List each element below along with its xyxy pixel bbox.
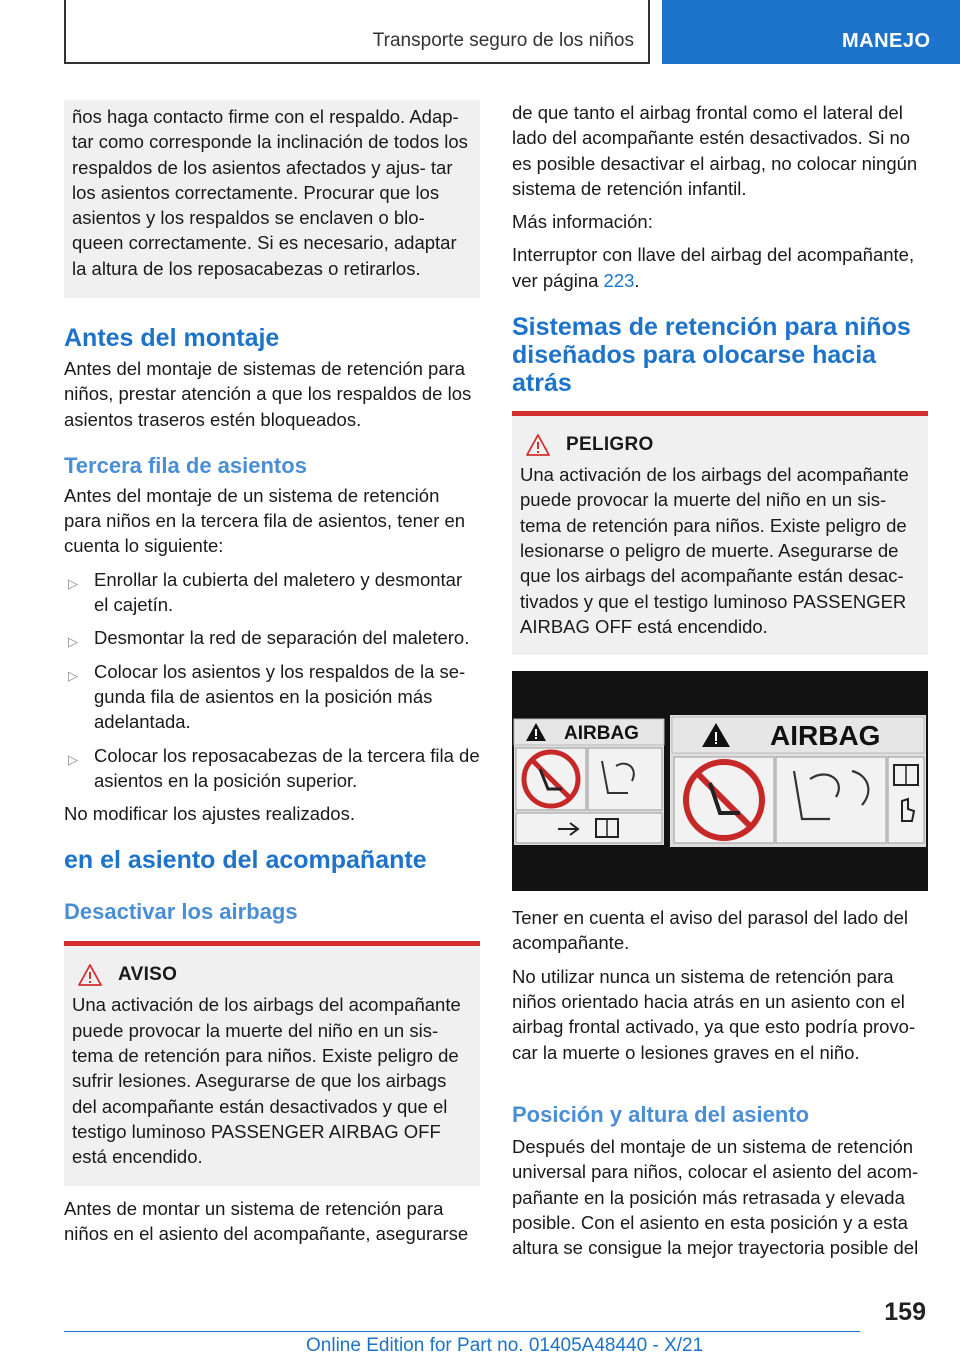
- paragraph-continuation: de que tanto el airbag frontal como el lateral del lado del acompañante estén desactivados. Si no es posible desactivar el airbag, no colocar ningún sistema de retención infantil.: [512, 102, 918, 199]
- paragraph-interruptor: Interruptor con llave del airbag del acompañante, ver página 223.: [512, 244, 915, 291]
- right-column: [512, 100, 928, 1268]
- page-number: 159: [884, 1298, 926, 1326]
- left-column: [64, 100, 480, 1254]
- paragraph-mas-informacion: Más información:: [512, 211, 653, 233]
- airbag-warning-label-photo: [512, 671, 928, 891]
- paragraph-parasol: Tener en cuenta el aviso del parasol del lado del acompañante.: [512, 907, 908, 954]
- bullet-triangle-icon: ▷: [68, 751, 78, 767]
- airbag-label-illustration: [512, 671, 928, 891]
- paragraph-antes-del-montaje: Antes del montaje de sistemas de retención para niños, prestar atención a que los respaldos de los asientos traseros estén bloqueados.: [64, 358, 472, 430]
- aviso-warning-box: [64, 941, 480, 1185]
- airbag-small-label-text: AIRBAG: [564, 723, 639, 745]
- footer-divider: [64, 1331, 860, 1332]
- paragraph-despues-montaje: Después del montaje de un sistema de retención universal para niños, colocar el asiento del acom‐ pañante en la posición más retrasada y elevada posible. Con el asiento en esta posición y a esta altura se consigue la mejor trayectoria posible del: [512, 1135, 919, 1259]
- header-chapter-tab[interactable]: [662, 0, 960, 64]
- heading-sistemas-retencion: Sistemas de retención para niños diseñados para olocarse hacia atrás: [512, 313, 911, 398]
- aviso-text: Una activación de los airbags del acompañante puede provocar la muerte del niño en un sis‐ tema de retención para niños. Existe peligro de sufrir lesiones. Asegurarse de que los airbags del acompañante están desactivados y que el testigo luminoso PASSENGER AIRBAG OFF está encendido.: [72, 994, 461, 1168]
- peligro-text: Una activación de los airbags del acompañante puede provocar la muerte del niño en un sis‐ tema de retención para niños. Existe peligro de lesionarse o peligro de muerte. Asegurarse de que los airbags del acompañante están desac‐ tivados y que el testigo luminoso PASSENGER AIRBAG OFF está encendido.: [520, 464, 909, 637]
- aviso-title: AVISO: [118, 964, 178, 986]
- paragraph-antes-de-montar: Antes de montar un sistema de retención para niños en el asiento del acompañante, asegurarse: [64, 1197, 469, 1244]
- page-reference-link[interactable]: 223: [603, 269, 635, 291]
- paragraph-tercera-fila: Antes del montaje de un sistema de retención para niños en la tercera fila de asientos, tener en cuenta lo siguiente:: [64, 484, 466, 557]
- heading-posicion-altura: Posición y altura del asiento: [512, 1101, 810, 1127]
- header-chapter-label: MANEJO: [842, 30, 931, 52]
- page-header: [0, 0, 960, 64]
- heading-tercera-fila: Tercera fila de asientos: [64, 452, 307, 478]
- warning-triangle-icon: [526, 434, 550, 456]
- intro-note-box: [64, 100, 480, 298]
- bullet-triangle-icon: ▷: [68, 575, 78, 591]
- footer-edition-text: Online Edition for Part no. 01405A48440 - X/21: [306, 1335, 704, 1356]
- heading-antes-del-montaje: Antes del montaje: [64, 324, 280, 352]
- warning-triangle-icon: [78, 964, 102, 986]
- list-item: ▷ Colocar los reposacabezas de la tercera fila de asientos en la posición superior.: [68, 744, 480, 791]
- tercera-fila-list: [64, 567, 480, 793]
- header-section-box: [64, 0, 650, 64]
- heading-desactivar-airbags: Desactivar los airbags: [64, 899, 298, 925]
- bullet-triangle-icon: ▷: [68, 634, 78, 650]
- peligro-warning-box: [512, 411, 928, 655]
- airbag-large-label-text: AIRBAG: [770, 720, 881, 752]
- list-item: ▷ Desmontar la red de separación del maletero.: [64, 625, 480, 650]
- heading-asiento-acompanante: en el asiento del acompañante: [64, 846, 427, 875]
- bullet-triangle-icon: ▷: [68, 667, 78, 683]
- list-item: ▷ Colocar los asientos y los respaldos de la se‐ gunda fila de asientos en la posición más adelantada.: [68, 660, 466, 733]
- paragraph-no-modificar: No modificar los ajustes realizados.: [64, 803, 355, 825]
- intro-note-text: ños haga contacto firme con el respaldo. Adap‐ tar como corresponde la inclinación de todos los respaldos de los asientos afectados y ajus‐ tar los asientos correctamente. Procurar que los asientos y los respaldos se enclaven o blo‐ queen correctamente. Si es necesario, adaptar la altura de los reposacabezas o retirarlos.: [72, 106, 468, 279]
- peligro-title: PELIGRO: [566, 434, 654, 456]
- paragraph-no-utilizar: No utilizar nunca un sistema de retención para niños orientado hacia atrás en un asiento con el airbag frontal activado, ya que esto podría provo‐ car la muerte o lesiones graves en el niño.: [512, 965, 916, 1063]
- header-section-title: Transporte seguro de los niños: [372, 30, 634, 51]
- list-item: ▷ Enrollar la cubierta del maletero y desmontar el cajetín.: [68, 568, 463, 616]
